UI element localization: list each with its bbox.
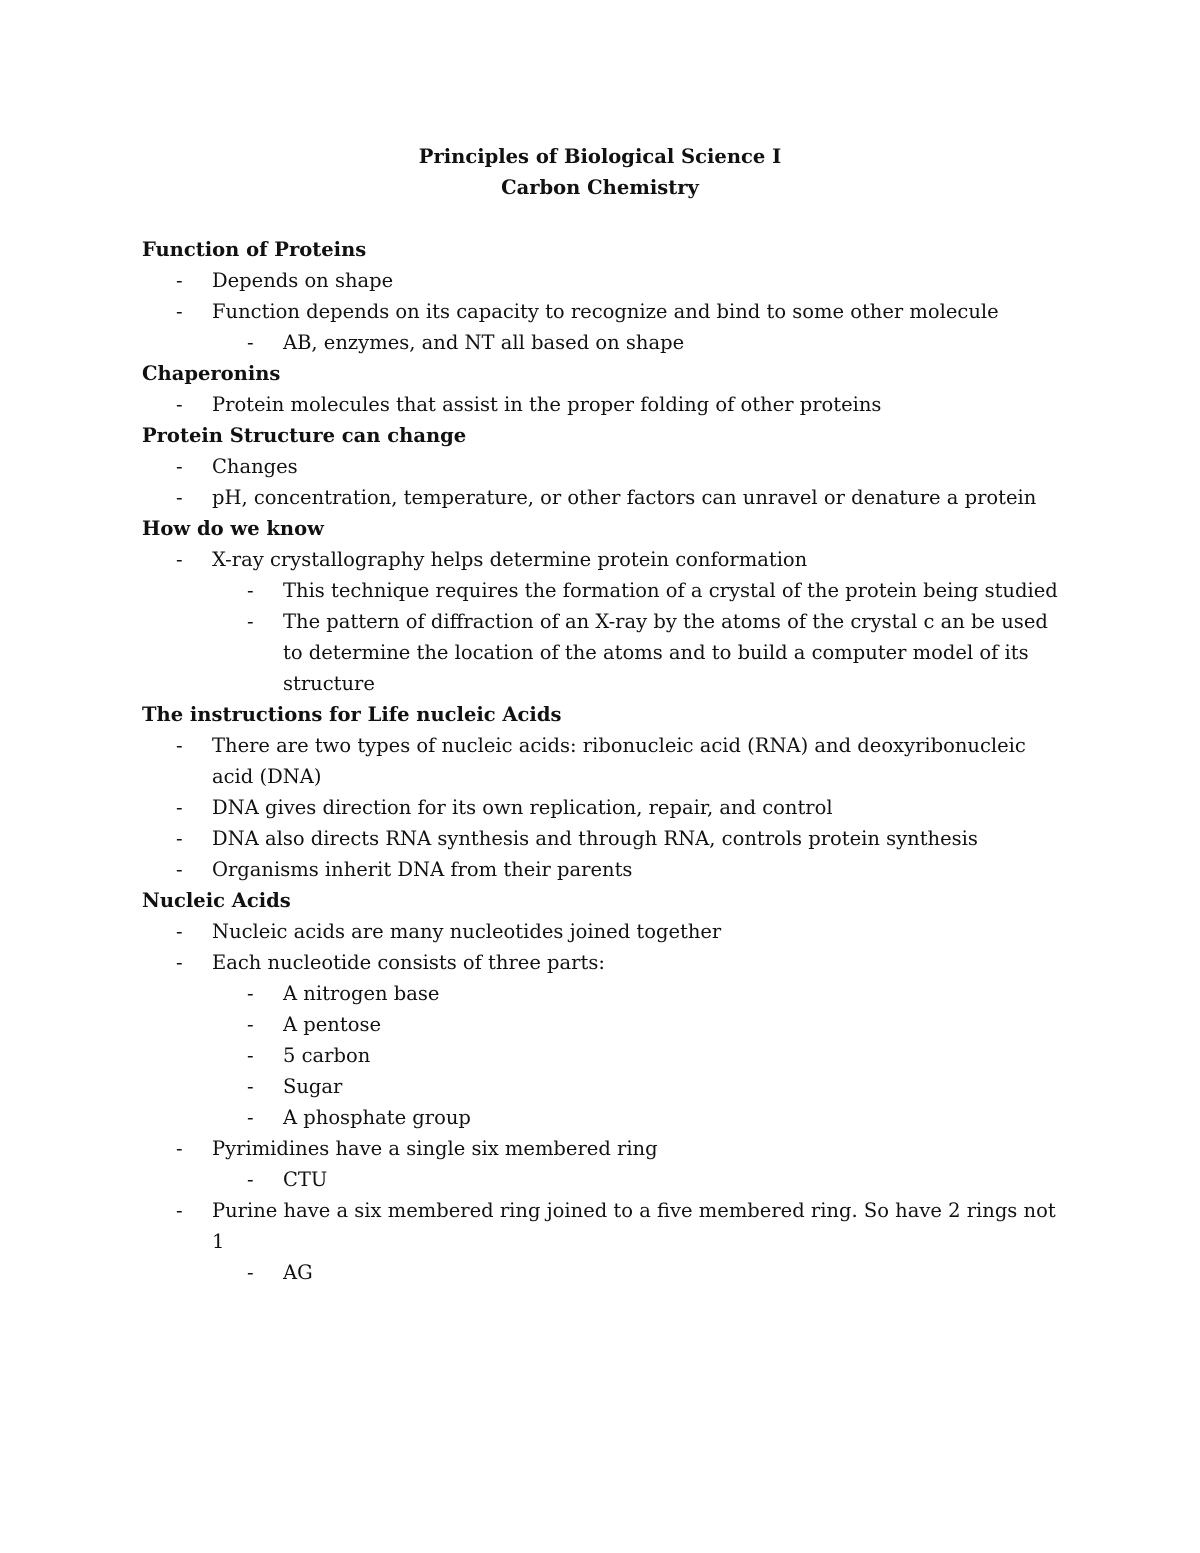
sub-bullet-item xyxy=(142,575,1072,606)
sub-bullet-item xyxy=(142,1071,1072,1102)
bullet-text: DNA also directs RNA synthesis and through RNA, controls protein synthesis xyxy=(212,827,978,850)
sub-bullet-item xyxy=(142,1257,1072,1288)
sub-bullet-item xyxy=(142,978,1072,1009)
bullet-text: Changes xyxy=(212,455,298,478)
bullet-text: CTU xyxy=(283,1168,328,1191)
bullet-dash: - xyxy=(176,951,183,974)
bullet-item xyxy=(142,544,1072,575)
bullet-text: Depends on shape xyxy=(212,269,394,292)
bullet-dash: - xyxy=(247,1168,254,1191)
section-heading: Protein Structure can change xyxy=(142,424,467,447)
bullet-text: A pentose xyxy=(283,1013,381,1036)
bullet-text: X-ray crystallography helps determine protein conformation xyxy=(212,548,808,571)
bullet-dash: - xyxy=(247,610,254,633)
sub-bullet-item xyxy=(142,1102,1072,1133)
sub-bullet-item xyxy=(142,1164,1072,1195)
bullet-text: Purine have a six membered ring joined to a five membered ring. So have 2 rings not 1 xyxy=(212,1199,1056,1253)
bullet-dash: - xyxy=(247,1044,254,1067)
bullet-text: AG xyxy=(283,1261,313,1284)
bullet-item xyxy=(142,823,1072,854)
bullet-text: A nitrogen base xyxy=(283,982,440,1005)
bullet-text: Function depends on its capacity to recognize and bind to some other molecule xyxy=(212,300,999,323)
bullet-dash: - xyxy=(247,982,254,1005)
bullet-dash: - xyxy=(176,920,183,943)
document-subtitle: Carbon Chemistry xyxy=(501,176,699,199)
sub-bullet-item xyxy=(142,1009,1072,1040)
bullet-text: DNA gives direction for its own replication, repair, and control xyxy=(212,796,833,819)
bullet-item xyxy=(142,916,1072,947)
bullet-text: Sugar xyxy=(283,1075,343,1098)
bullet-dash: - xyxy=(176,393,183,416)
bullet-dash: - xyxy=(247,1261,254,1284)
bullet-text: The pattern of diffraction of an X-ray by the atoms of the crystal c an be used to determine the location of the atoms and to build a computer model of its structure xyxy=(283,610,1048,695)
bullet-dash: - xyxy=(247,331,254,354)
bullet-text: Protein molecules that assist in the proper folding of other proteins xyxy=(212,393,882,416)
section-heading: Function of Proteins xyxy=(142,238,367,261)
section-heading: How do we know xyxy=(142,517,324,540)
bullet-item xyxy=(142,947,1072,978)
document-body xyxy=(142,141,1072,1288)
bullet-dash: - xyxy=(176,796,183,819)
bullet-text: 5 carbon xyxy=(283,1044,371,1067)
bullet-item xyxy=(142,854,1072,885)
bullet-dash: - xyxy=(176,734,183,757)
bullet-item xyxy=(142,389,1072,420)
bullet-item xyxy=(142,482,1072,513)
document-title: Principles of Biological Science I xyxy=(418,145,782,168)
bullet-dash: - xyxy=(176,827,183,850)
bullet-text: This technique requires the formation of a crystal of the protein being studied xyxy=(283,579,1058,602)
bullet-item xyxy=(142,265,1072,296)
bullet-text: A phosphate group xyxy=(283,1106,471,1129)
bullet-dash: - xyxy=(247,1075,254,1098)
sub-bullet-item xyxy=(142,327,1072,358)
bullet-dash: - xyxy=(176,548,183,571)
bullet-item xyxy=(142,296,1072,327)
bullet-text: Organisms inherit DNA from their parents xyxy=(212,858,633,881)
bullet-dash: - xyxy=(176,486,183,509)
bullet-text: pH, concentration, temperature, or other factors can unravel or denature a protein xyxy=(212,486,1037,509)
section-heading: Nucleic Acids xyxy=(142,889,291,912)
bullet-item xyxy=(142,451,1072,482)
bullet-dash: - xyxy=(176,1137,183,1160)
bullet-dash: - xyxy=(176,300,183,323)
bullet-text: Nucleic acids are many nucleotides joined together xyxy=(212,920,722,943)
bullet-item xyxy=(142,1195,1072,1257)
sub-bullet-item xyxy=(142,1040,1072,1071)
sub-bullet-item xyxy=(142,606,1072,699)
bullet-text: Pyrimidines have a single six membered ring xyxy=(212,1137,658,1160)
title-block xyxy=(0,141,1200,203)
bullet-text: There are two types of nucleic acids: ribonucleic acid (RNA) and deoxyribonucleic acid (DNA) xyxy=(212,734,1026,788)
bullet-item xyxy=(142,792,1072,823)
bullet-dash: - xyxy=(176,1199,183,1222)
section-heading: Chaperonins xyxy=(142,362,281,385)
bullet-item xyxy=(142,1133,1072,1164)
bullet-dash: - xyxy=(176,858,183,881)
bullet-dash: - xyxy=(247,579,254,602)
notes-sections xyxy=(142,234,1072,1288)
bullet-text: Each nucleotide consists of three parts: xyxy=(212,951,605,974)
bullet-dash: - xyxy=(247,1106,254,1129)
bullet-dash: - xyxy=(247,1013,254,1036)
bullet-dash: - xyxy=(176,269,183,292)
bullet-text: AB, enzymes, and NT all based on shape xyxy=(283,331,685,354)
bullet-item xyxy=(142,730,1072,792)
bullet-dash: - xyxy=(176,455,183,478)
title-spacer xyxy=(142,203,1072,234)
section-heading: The instructions for Life nucleic Acids xyxy=(142,703,562,726)
